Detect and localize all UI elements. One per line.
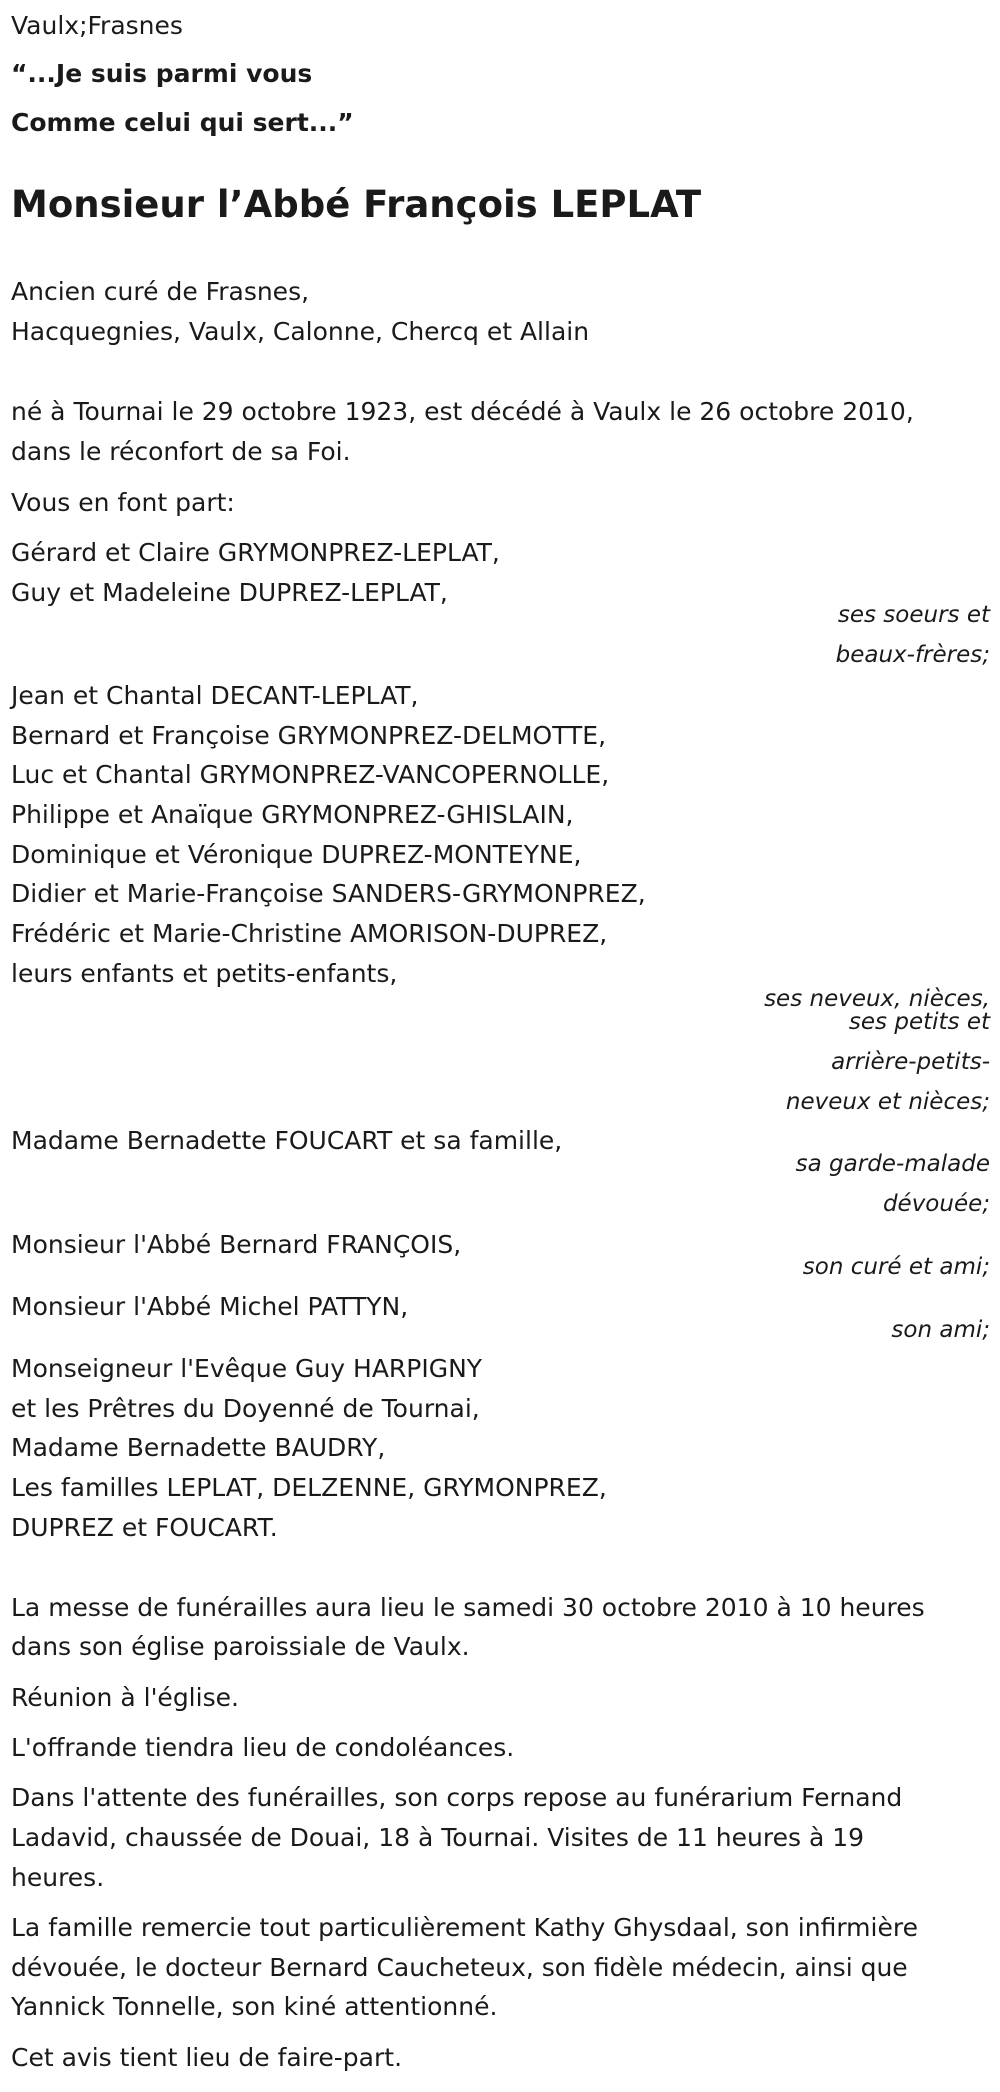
meeting-line: Réunion à l'église. — [11, 1683, 239, 1712]
relation-text: ses petits et — [848, 1009, 990, 1035]
thanks-line: La famille remercie tout particulièrement Kathy Ghysdaal, son infirmière — [11, 1913, 918, 1942]
relation-text: dévouée; — [882, 1191, 990, 1217]
relation-text: sa garde-malade — [795, 1151, 990, 1177]
sibling-line: Guy et Madeleine DUPREZ-LEPLAT, — [11, 578, 448, 607]
relation-text: son curé et ami; — [802, 1254, 990, 1280]
other-line: Les familles LEPLAT, DELZENNE, GRYMONPREZ, — [11, 1473, 607, 1502]
closing-line: Cet avis tient lieu de faire-part. — [11, 2043, 403, 2072]
nephew-line: Frédéric et Marie-Christine AMORISON-DUPREZ, — [11, 919, 608, 948]
thanks-line: Yannick Tonnelle, son kiné attentionné. — [11, 1992, 498, 2021]
nephew-line: Philippe et Anaïque GRYMONPREZ-GHISLAIN, — [11, 800, 574, 829]
other-line: Madame Bernadette BAUDRY, — [11, 1433, 386, 1462]
location-line: Vaulx;Frasnes — [11, 11, 183, 40]
mass-line-1: La messe de funérailles aura lieu le samedi 30 octobre 2010 à 10 heures — [11, 1593, 925, 1622]
relation-text: beaux-frères; — [835, 642, 990, 668]
quote-line-1: “...Je suis parmi vous — [11, 59, 313, 88]
role-line-1: Ancien curé de Frasnes, — [11, 277, 310, 306]
birth-death-line-2: dans le réconfort de sa Foi. — [11, 437, 351, 466]
birth-death-line-1: né à Tournai le 29 octobre 1923, est décédé à Vaulx le 26 octobre 2010, — [11, 397, 914, 426]
thanks-line: dévouée, le docteur Bernard Caucheteux, son fidèle médecin, ainsi que — [11, 1953, 908, 1982]
relation-text: neveux et nièces; — [785, 1089, 990, 1115]
relation-text: ses soeurs et — [837, 602, 990, 628]
other-line: DUPREZ et FOUCART. — [11, 1513, 278, 1542]
nephew-line: Dominique et Véronique DUPREZ-MONTEYNE, — [11, 840, 582, 869]
mass-line-2: dans son église paroissiale de Vaulx. — [11, 1632, 470, 1661]
offering-line: L'offrande tiendra lieu de condoléances. — [11, 1733, 515, 1762]
other-line: et les Prêtres du Doyenné de Tournai, — [11, 1394, 480, 1423]
relation-text: arrière-petits- — [831, 1049, 990, 1075]
role-line-2: Hacquegnies, Vaulx, Calonne, Chercq et Allain — [11, 317, 590, 346]
friend-line: Monsieur l'Abbé Michel PATTYN, — [11, 1292, 409, 1321]
other-line: Monseigneur l'Evêque Guy HARPIGNY — [11, 1354, 483, 1383]
nephew-line: Luc et Chantal GRYMONPREZ-VANCOPERNOLLE, — [11, 760, 610, 789]
relation-text: ses neveux, nièces, — [764, 986, 990, 1012]
visit-line: Dans l'attente des funérailles, son corps repose au funérarium Fernand — [11, 1783, 903, 1812]
nephew-line: leurs enfants et petits-enfants, — [11, 959, 398, 988]
quote-line-2: Comme celui qui sert...” — [11, 108, 354, 137]
announcement-intro: Vous en font part: — [11, 488, 235, 517]
nephew-line: Jean et Chantal DECANT-LEPLAT, — [11, 681, 419, 710]
visit-line: Ladavid, chaussée de Douai, 18 à Tournai. Visites de 11 heures à 19 — [11, 1823, 865, 1852]
visit-line: heures. — [11, 1863, 105, 1892]
deceased-name: Monsieur l’Abbé François LEPLAT — [11, 183, 702, 226]
nephew-line: Bernard et Françoise GRYMONPREZ-DELMOTTE, — [11, 721, 607, 750]
relation-text: son ami; — [891, 1317, 990, 1343]
sibling-line: Gérard et Claire GRYMONPREZ-LEPLAT, — [11, 538, 500, 567]
nephew-line: Didier et Marie-Françoise SANDERS-GRYMONPREZ, — [11, 879, 646, 908]
caregiver-line: Madame Bernadette FOUCART et sa famille, — [11, 1126, 563, 1155]
priest-line: Monsieur l'Abbé Bernard FRANÇOIS, — [11, 1230, 462, 1259]
